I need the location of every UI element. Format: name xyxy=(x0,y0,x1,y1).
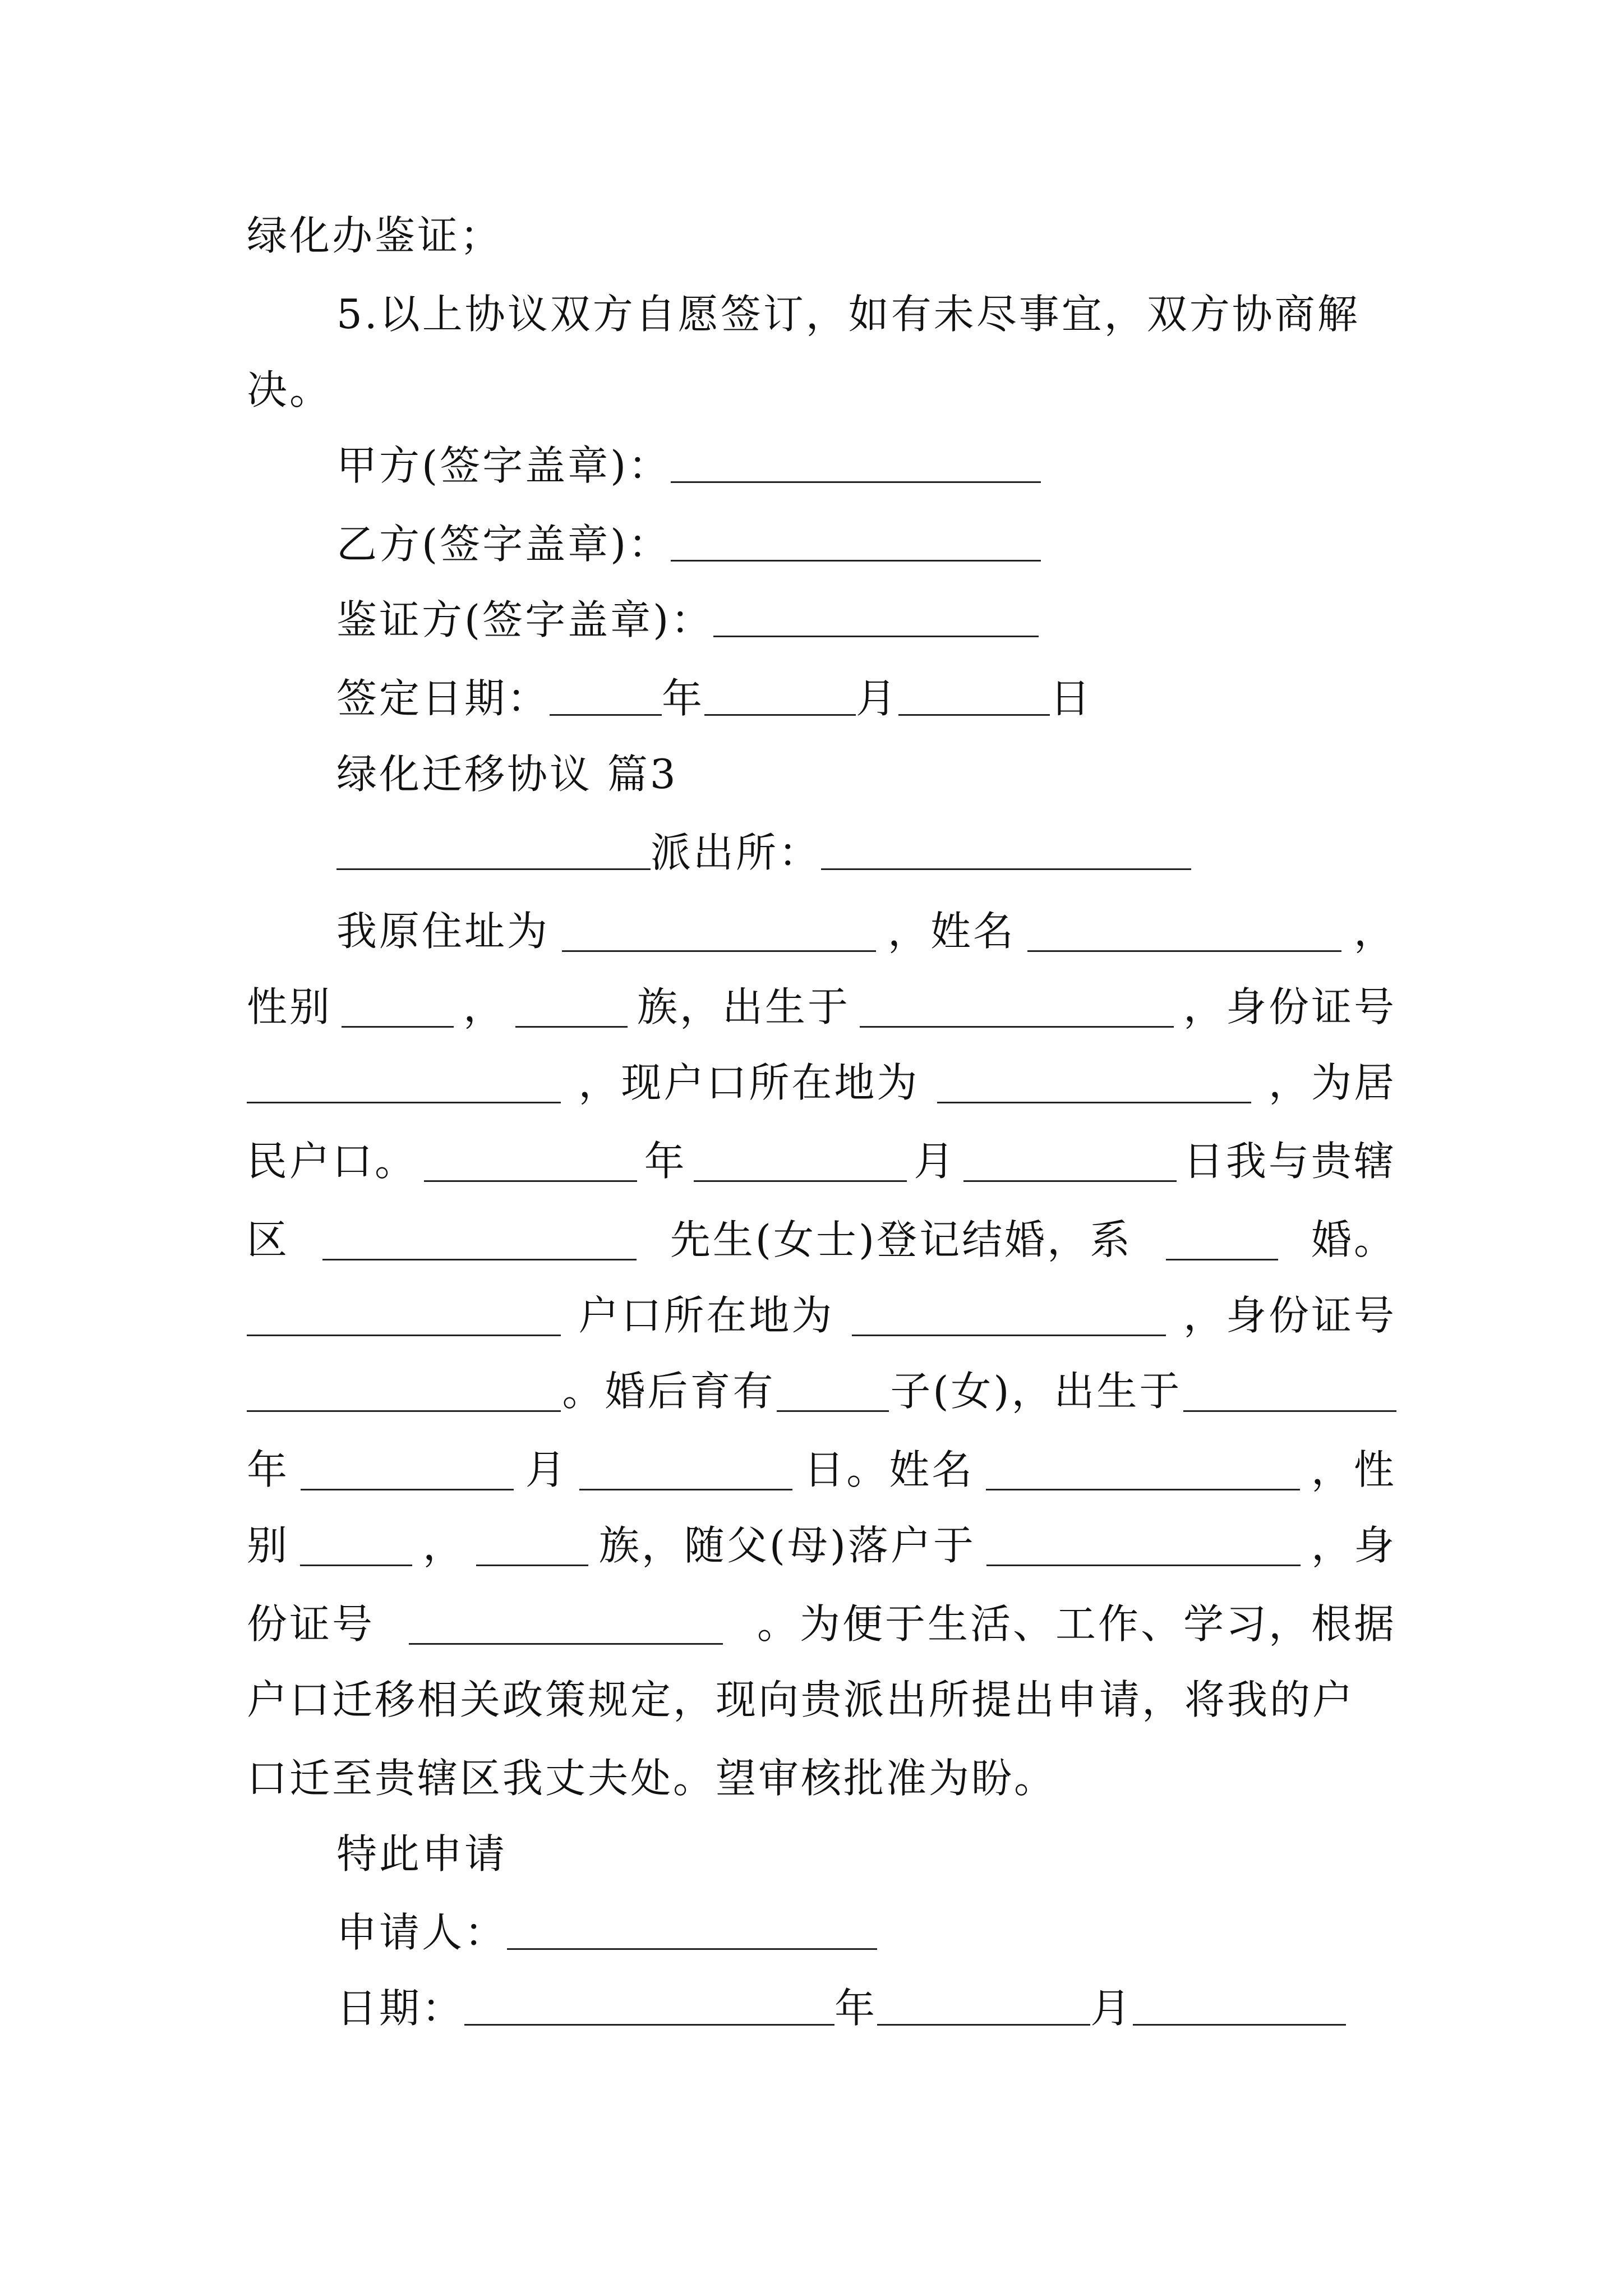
signature-line-party-a xyxy=(336,426,1396,505)
child-birth-blank xyxy=(1183,1371,1396,1412)
marriage-year-blank xyxy=(424,1141,637,1182)
applicant-blank xyxy=(507,1909,877,1950)
line-text: 份证号 xyxy=(247,1600,375,1648)
child-gender-blank xyxy=(300,1525,412,1566)
line-text: 户口迁移相关政策规定，现向贵派出所提出申请，将我的户 xyxy=(247,1676,1355,1723)
line-text: 先生(女士)登记结婚，系 xyxy=(670,1216,1133,1263)
signature-line-witness xyxy=(336,581,1396,659)
children-count-blank xyxy=(777,1371,889,1412)
line-text: ，身份证号 xyxy=(1183,1292,1396,1339)
marriage-month-blank xyxy=(694,1141,907,1182)
line-text: 族，出生于 xyxy=(637,983,850,1030)
section-heading xyxy=(336,735,1396,813)
day-blank xyxy=(898,675,1050,716)
station-blank xyxy=(336,829,651,870)
name-blank xyxy=(1027,911,1341,952)
line-text: ，姓名 xyxy=(887,908,1016,955)
line-text: 日。姓名 xyxy=(804,1446,975,1493)
line-text: ， xyxy=(463,983,506,1030)
text-line-21 xyxy=(247,1739,1396,1818)
line-text: 族，随父(母)落户于 xyxy=(598,1522,976,1569)
signing-date-line xyxy=(336,659,1396,738)
line-text: 绿化办鉴证； xyxy=(247,212,503,259)
line-text: 月 xyxy=(914,1138,957,1185)
text-line-17 xyxy=(247,1430,1396,1509)
date-year-blank xyxy=(464,1985,834,2026)
line-text: 年 xyxy=(644,1138,687,1185)
line-text: 区 xyxy=(247,1216,290,1263)
line-text: ， xyxy=(422,1522,465,1569)
applicant-line xyxy=(336,1893,1396,1972)
text-line-13 xyxy=(247,1122,1396,1200)
child-name-blank xyxy=(986,1450,1300,1490)
marriage-type-blank xyxy=(1166,1220,1278,1260)
text-line-11 xyxy=(247,968,1396,1046)
marriage-day-blank xyxy=(963,1141,1177,1182)
spouse-name-blank xyxy=(322,1220,637,1260)
line-text: ，身份证号 xyxy=(1183,983,1396,1030)
text-line-10 xyxy=(336,892,1396,970)
date-label: 签定日期： xyxy=(336,675,550,722)
spouse-blank xyxy=(247,1295,561,1336)
text-line-20 xyxy=(247,1660,1396,1739)
date-day-blank xyxy=(1133,1985,1346,2026)
line-text: 性别 xyxy=(247,983,333,1030)
child-residence-blank xyxy=(986,1525,1301,1566)
text-line-3 xyxy=(247,351,1396,429)
line-text: ，身 xyxy=(1311,1522,1396,1569)
line-text: ，现户口所在地为 xyxy=(578,1059,920,1106)
line-text: 。为便于生活、工作、学习，根据 xyxy=(757,1600,1396,1648)
line-text: 决。 xyxy=(247,366,333,413)
police-station-line xyxy=(336,813,1396,892)
text-line-12 xyxy=(247,1043,1396,1122)
signature-line-party-b xyxy=(336,505,1396,583)
line-text: 子(女)，出生于 xyxy=(890,1368,1182,1415)
day-text: 日 xyxy=(1050,675,1093,722)
line-text: 日我与贵辖 xyxy=(1183,1138,1396,1185)
application-date-line xyxy=(336,1969,1396,2047)
text-line-2 xyxy=(336,275,1396,353)
line-text: 月 xyxy=(525,1446,568,1493)
year-text: 年 xyxy=(662,675,705,722)
ethnicity-blank xyxy=(515,987,628,1028)
year-blank xyxy=(550,675,662,716)
station-text: 派出所： xyxy=(651,829,822,876)
month-text: 月 xyxy=(1090,1985,1133,2032)
station-addressee-blank xyxy=(821,829,1191,870)
line-text: 5.以上协议双方自愿签订，如有未尽事宜，双方协商解 xyxy=(336,291,1360,338)
year-text: 年 xyxy=(834,1985,878,2032)
party-b-blank xyxy=(671,521,1041,562)
line-text: 户口所在地为 xyxy=(578,1292,834,1339)
birth-blank xyxy=(860,987,1174,1028)
line-text: ，为居 xyxy=(1268,1059,1396,1106)
section-title: 绿化迁移协议 篇3 xyxy=(336,751,678,798)
party-a-label: 甲方(签字盖章)： xyxy=(336,442,671,489)
text-line-18 xyxy=(247,1506,1396,1585)
applicant-label: 申请人： xyxy=(336,1909,508,1956)
line-text: 婚。 xyxy=(1311,1216,1396,1263)
closing-text: 特此申请 xyxy=(336,1830,508,1878)
residence-blank xyxy=(937,1062,1251,1103)
date-label: 日期： xyxy=(336,1985,465,2032)
line-text: 别 xyxy=(247,1522,290,1569)
text-line-14 xyxy=(247,1200,1396,1279)
line-text: 我原住址为 xyxy=(336,908,550,955)
gender-blank xyxy=(342,987,454,1028)
party-a-blank xyxy=(671,442,1041,483)
text-line-19 xyxy=(247,1585,1396,1663)
month-text: 月 xyxy=(856,675,899,722)
line-text: 民户口。 xyxy=(247,1138,418,1185)
date-month-blank xyxy=(877,1985,1090,2026)
party-b-label: 乙方(签字盖章)： xyxy=(336,521,671,568)
line-text: 。婚后育有 xyxy=(562,1368,776,1415)
child-birth-month-blank xyxy=(579,1450,792,1490)
id-number-blank xyxy=(247,1062,561,1103)
text-line-16 xyxy=(247,1352,1396,1430)
child-birth-year-blank xyxy=(301,1450,514,1490)
spouse-id-blank xyxy=(247,1371,561,1412)
witness-blank xyxy=(713,596,1039,637)
spouse-residence-blank xyxy=(852,1295,1166,1336)
line-text: 年 xyxy=(247,1446,290,1493)
witness-label: 鉴证方(签字盖章)： xyxy=(336,596,714,643)
line-text: 口迁至贵辖区我丈夫处。望审核批准为盼。 xyxy=(247,1755,1057,1802)
month-blank xyxy=(704,675,856,716)
line-text: ， xyxy=(1353,908,1396,955)
text-line-1 xyxy=(247,196,1396,275)
child-ethnicity-blank xyxy=(476,1525,588,1566)
closing-line xyxy=(336,1815,1396,1893)
text-line-15 xyxy=(247,1276,1396,1355)
line-text: ，性 xyxy=(1311,1446,1396,1493)
address-blank xyxy=(562,911,876,952)
child-id-blank xyxy=(409,1604,723,1645)
